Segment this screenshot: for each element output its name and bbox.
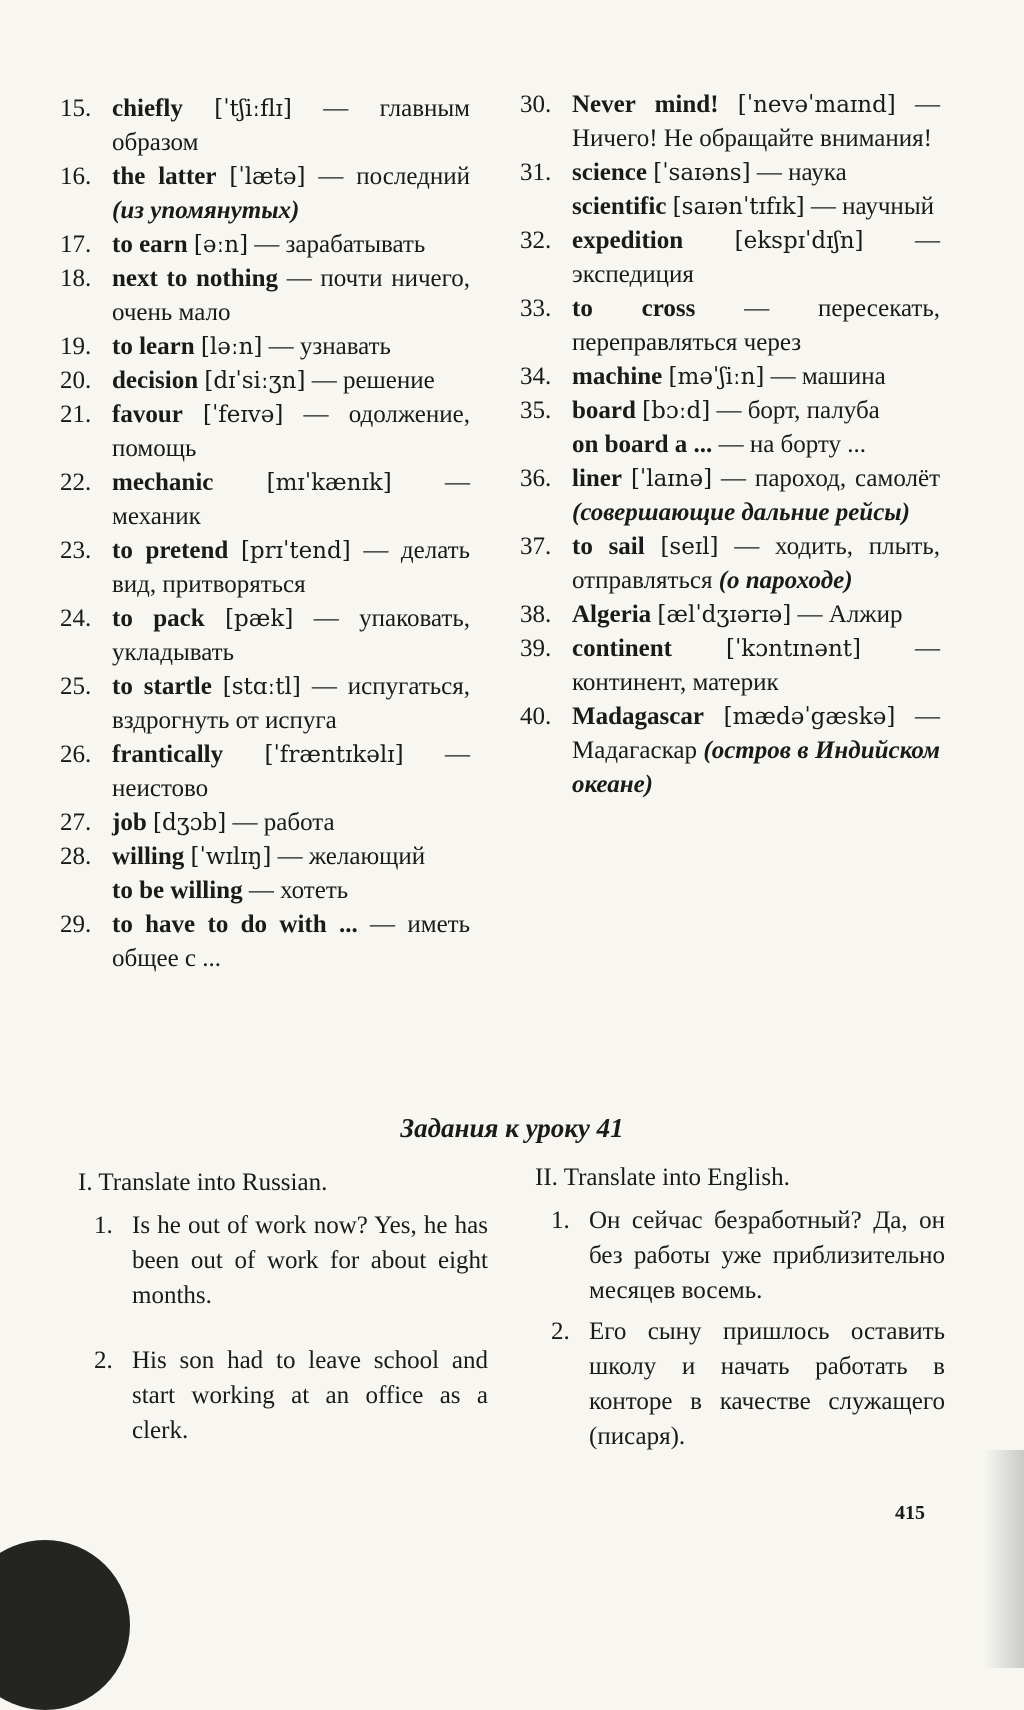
- subentry-gloss: — на борту ...: [718, 431, 867, 458]
- entry-transcription: [bɔːd]: [642, 398, 711, 424]
- entry-term: science: [572, 159, 647, 186]
- entry-number: 28.: [60, 843, 92, 870]
- exercise-title: I. Translate into Russian.: [78, 1169, 328, 1196]
- entry-transcription: [mɪˈkænɪk]: [266, 470, 392, 496]
- entry-transcription: [dɪˈsiːʒn]: [204, 368, 306, 394]
- vocabulary-right-column: [520, 88, 940, 802]
- subentry-gloss: — научный: [810, 193, 934, 220]
- vocabulary-entry: [60, 908, 470, 976]
- vocabulary-entry: [520, 360, 940, 394]
- vocabulary-entry: [520, 224, 940, 292]
- entry-number: 24.: [60, 605, 92, 632]
- entry-gloss: — наука: [756, 159, 847, 186]
- subentry-term: scientific: [572, 193, 667, 220]
- exercise-item-text: Is he out of work now? Yes, he has been out of work for about eight months.: [132, 1212, 488, 1309]
- entry-term: to learn: [112, 333, 195, 360]
- exercise-item-text: Его сыну пришлось оставить школу и начать работать в конторе в качестве служащего (писаря).: [589, 1318, 945, 1450]
- vocabulary-entry: [520, 462, 940, 530]
- vocabulary-subentry: [60, 874, 470, 908]
- entry-term: to pretend: [112, 537, 229, 564]
- entry-term: to earn: [112, 231, 188, 258]
- entry-number: 18.: [60, 265, 92, 292]
- vocabulary-subentry: [520, 190, 940, 224]
- entry-gloss: — континент, материк: [572, 635, 941, 696]
- exercise-item-number: 2.: [551, 1318, 570, 1345]
- entry-transcription: [ˈlætə]: [229, 164, 306, 190]
- entry-number: 15.: [60, 95, 92, 122]
- section-heading: Задания к уроку 41: [400, 1113, 624, 1143]
- entry-transcription: [ˈsaɪəns]: [653, 160, 751, 186]
- entry-term: Never mind!: [572, 91, 719, 118]
- entry-gloss: — неистово: [112, 741, 471, 802]
- exercise-item: [94, 1343, 488, 1448]
- entry-term: to startle: [112, 673, 212, 700]
- entry-gloss: — решение: [311, 367, 435, 394]
- entry-gloss: — пересекать, переправляться через: [572, 295, 940, 356]
- entry-term: Algeria: [572, 601, 652, 628]
- vocabulary-entry: [60, 262, 470, 330]
- entry-transcription: [seɪl]: [660, 534, 719, 560]
- entry-gloss: — одолжение, помощь: [112, 401, 470, 462]
- entry-gloss: — упаковать, укладывать: [112, 605, 471, 666]
- subentry-gloss: — хотеть: [248, 877, 349, 904]
- page-edge-shadow: [984, 1450, 1024, 1668]
- exercise-item: [94, 1208, 488, 1313]
- entry-gloss: — Ничего! Не обращайте внимания!: [572, 91, 940, 152]
- entry-transcription: [ˈkɔntɪnənt]: [726, 636, 861, 662]
- entry-number: 37.: [520, 533, 552, 560]
- entry-number: 20.: [60, 367, 92, 394]
- entry-transcription: [ˈwɪlɪŋ]: [190, 844, 272, 870]
- entry-term: frantically: [112, 741, 224, 768]
- entry-note: (совершающие дальние рейсы): [572, 499, 910, 526]
- vocabulary-entry: [520, 632, 940, 700]
- entry-gloss: — Алжир: [797, 601, 903, 628]
- entry-gloss: — иметь общее с ...: [112, 911, 471, 972]
- entry-transcription: [ˈfeɪvə]: [203, 402, 284, 428]
- entry-note: (из упомянутых): [112, 197, 300, 224]
- entry-gloss: — пароход, самолёт: [721, 465, 941, 492]
- vocabulary-entry: [520, 530, 940, 598]
- entry-transcription: [ləːn]: [200, 334, 263, 360]
- entry-number: 21.: [60, 401, 92, 428]
- vocabulary-entry: [60, 840, 470, 874]
- entry-gloss: — последний: [318, 163, 470, 190]
- entry-term: decision: [112, 367, 199, 394]
- entry-gloss: — работа: [232, 809, 335, 836]
- entry-term: the latter: [112, 163, 217, 190]
- vocabulary-subentry: [520, 428, 940, 462]
- entry-number: 39.: [520, 635, 552, 662]
- vocabulary-entry: [520, 292, 940, 360]
- entry-number: 33.: [520, 295, 552, 322]
- vocabulary-entry: [520, 394, 940, 428]
- entry-transcription: [ˈlaɪnə]: [630, 466, 713, 492]
- entry-number: 19.: [60, 333, 92, 360]
- exercise-item-number: 1.: [551, 1207, 570, 1234]
- entry-number: 31.: [520, 159, 552, 186]
- entry-transcription: [stɑːtl]: [222, 674, 301, 700]
- entry-transcription: [prɪˈtend]: [240, 538, 351, 564]
- entry-term: job: [112, 809, 147, 836]
- vocabulary-entry: [60, 228, 470, 262]
- entry-transcription: [əːn]: [193, 232, 249, 258]
- entry-number: 29.: [60, 911, 92, 938]
- entry-number: 27.: [60, 809, 92, 836]
- subentry-term: to be willing: [112, 877, 243, 904]
- exercise-item: [551, 1314, 945, 1454]
- exercise-item: [551, 1203, 945, 1308]
- entry-number: 36.: [520, 465, 552, 492]
- vocabulary-entry: [60, 602, 470, 670]
- entry-number: 26.: [60, 741, 92, 768]
- entry-term: favour: [112, 401, 183, 428]
- vocabulary-entry: [60, 398, 470, 466]
- entry-number: 30.: [520, 91, 552, 118]
- entry-gloss: — ходить, плыть, отправляться: [572, 533, 941, 594]
- entry-term: to cross: [572, 295, 696, 322]
- entry-gloss: — делать вид, притворяться: [112, 537, 471, 598]
- entry-gloss: — зарабатывать: [254, 231, 426, 258]
- entry-number: 40.: [520, 703, 552, 730]
- vocabulary-entry: [60, 466, 470, 534]
- vocabulary-entry: [60, 738, 470, 806]
- entry-transcription: [pæk]: [225, 606, 294, 632]
- entry-gloss: — испугаться, вздрогнуть от испуга: [112, 673, 471, 734]
- entry-number: 35.: [520, 397, 552, 424]
- entry-transcription: [ˈnevəˈmaɪnd]: [737, 92, 896, 118]
- entry-term: next to nothing: [112, 265, 279, 292]
- subentry-transcription: [saɪənˈtɪfɪk]: [672, 194, 805, 220]
- page-number: 415: [895, 1502, 925, 1524]
- entry-term: Madagascar: [572, 703, 704, 730]
- ink-smudge: [0, 1540, 130, 1710]
- vocabulary-entry: [60, 670, 470, 738]
- entry-term: mechanic: [112, 469, 214, 496]
- entry-number: 38.: [520, 601, 552, 628]
- vocabulary-left-column: [60, 92, 470, 976]
- entry-gloss: — экспедиция: [572, 227, 940, 288]
- entry-gloss: — желающий: [277, 843, 426, 870]
- entry-gloss: — машина: [770, 363, 886, 390]
- entry-number: 32.: [520, 227, 552, 254]
- entry-transcription: [məˈʃiːn]: [668, 364, 765, 390]
- entry-term: liner: [572, 465, 622, 492]
- vocabulary-entry: [60, 806, 470, 840]
- exercise-item-text: Он сейчас безработный? Да, он без работы уже приблизительно месяцев восемь.: [589, 1207, 945, 1304]
- vocabulary-entry: [520, 598, 940, 632]
- entry-gloss: — главным образом: [112, 95, 471, 156]
- entry-number: 16.: [60, 163, 92, 190]
- exercise-translate-into-english: [535, 1160, 945, 1484]
- entry-gloss: — механик: [112, 469, 471, 530]
- entry-term: board: [572, 397, 636, 424]
- vocabulary-entry: [60, 160, 470, 228]
- subentry-term: on board a ...: [572, 431, 713, 458]
- entry-note: (о пароходе): [718, 567, 853, 594]
- entry-term: machine: [572, 363, 663, 390]
- entry-note: (остров в Индийском океане): [572, 737, 940, 798]
- exercise-item-text: His son had to leave school and start working at an office as a clerk.: [132, 1347, 488, 1444]
- entry-transcription: [ælˈdʒɪərɪə]: [657, 602, 792, 628]
- entry-term: expedition: [572, 227, 684, 254]
- exercise-translate-into-russian: [78, 1165, 488, 1478]
- entry-number: 34.: [520, 363, 552, 390]
- vocabulary-entry: [60, 534, 470, 602]
- entry-number: 25.: [60, 673, 92, 700]
- entry-term: chiefly: [112, 95, 183, 122]
- exercise-item-number: 2.: [94, 1347, 113, 1374]
- entry-gloss: — почти ничего, очень мало: [112, 265, 470, 326]
- exercise-title: II. Translate into English.: [535, 1164, 790, 1191]
- entry-number: 17.: [60, 231, 92, 258]
- entry-term: to pack: [112, 605, 205, 632]
- entry-gloss: — борт, палуба: [716, 397, 880, 424]
- entry-gloss: — Мадагаскар: [572, 703, 940, 764]
- vocabulary-entry: [60, 364, 470, 398]
- vocabulary-entry: [60, 330, 470, 364]
- entry-transcription: [ˈtʃiːflɪ]: [214, 96, 292, 122]
- exercise-item-number: 1.: [94, 1212, 113, 1239]
- entry-gloss: — узнавать: [268, 333, 391, 360]
- vocabulary-entry: [520, 156, 940, 190]
- entry-number: 22.: [60, 469, 92, 496]
- entry-term: willing: [112, 843, 185, 870]
- entry-term: to have to do with ...: [112, 911, 358, 938]
- entry-transcription: [dʒɔb]: [152, 810, 227, 836]
- vocabulary-entry: [520, 700, 940, 802]
- entry-transcription: [mædəˈgæskə]: [723, 704, 896, 730]
- entry-number: 23.: [60, 537, 92, 564]
- vocabulary-entry: [520, 88, 940, 156]
- entry-term: continent: [572, 635, 672, 662]
- vocabulary-entry: [60, 92, 470, 160]
- entry-transcription: [ekspɪˈdɪʃn]: [734, 228, 864, 254]
- entry-transcription: [ˈfræntɪkəlɪ]: [264, 742, 404, 768]
- entry-term: to sail: [572, 533, 645, 560]
